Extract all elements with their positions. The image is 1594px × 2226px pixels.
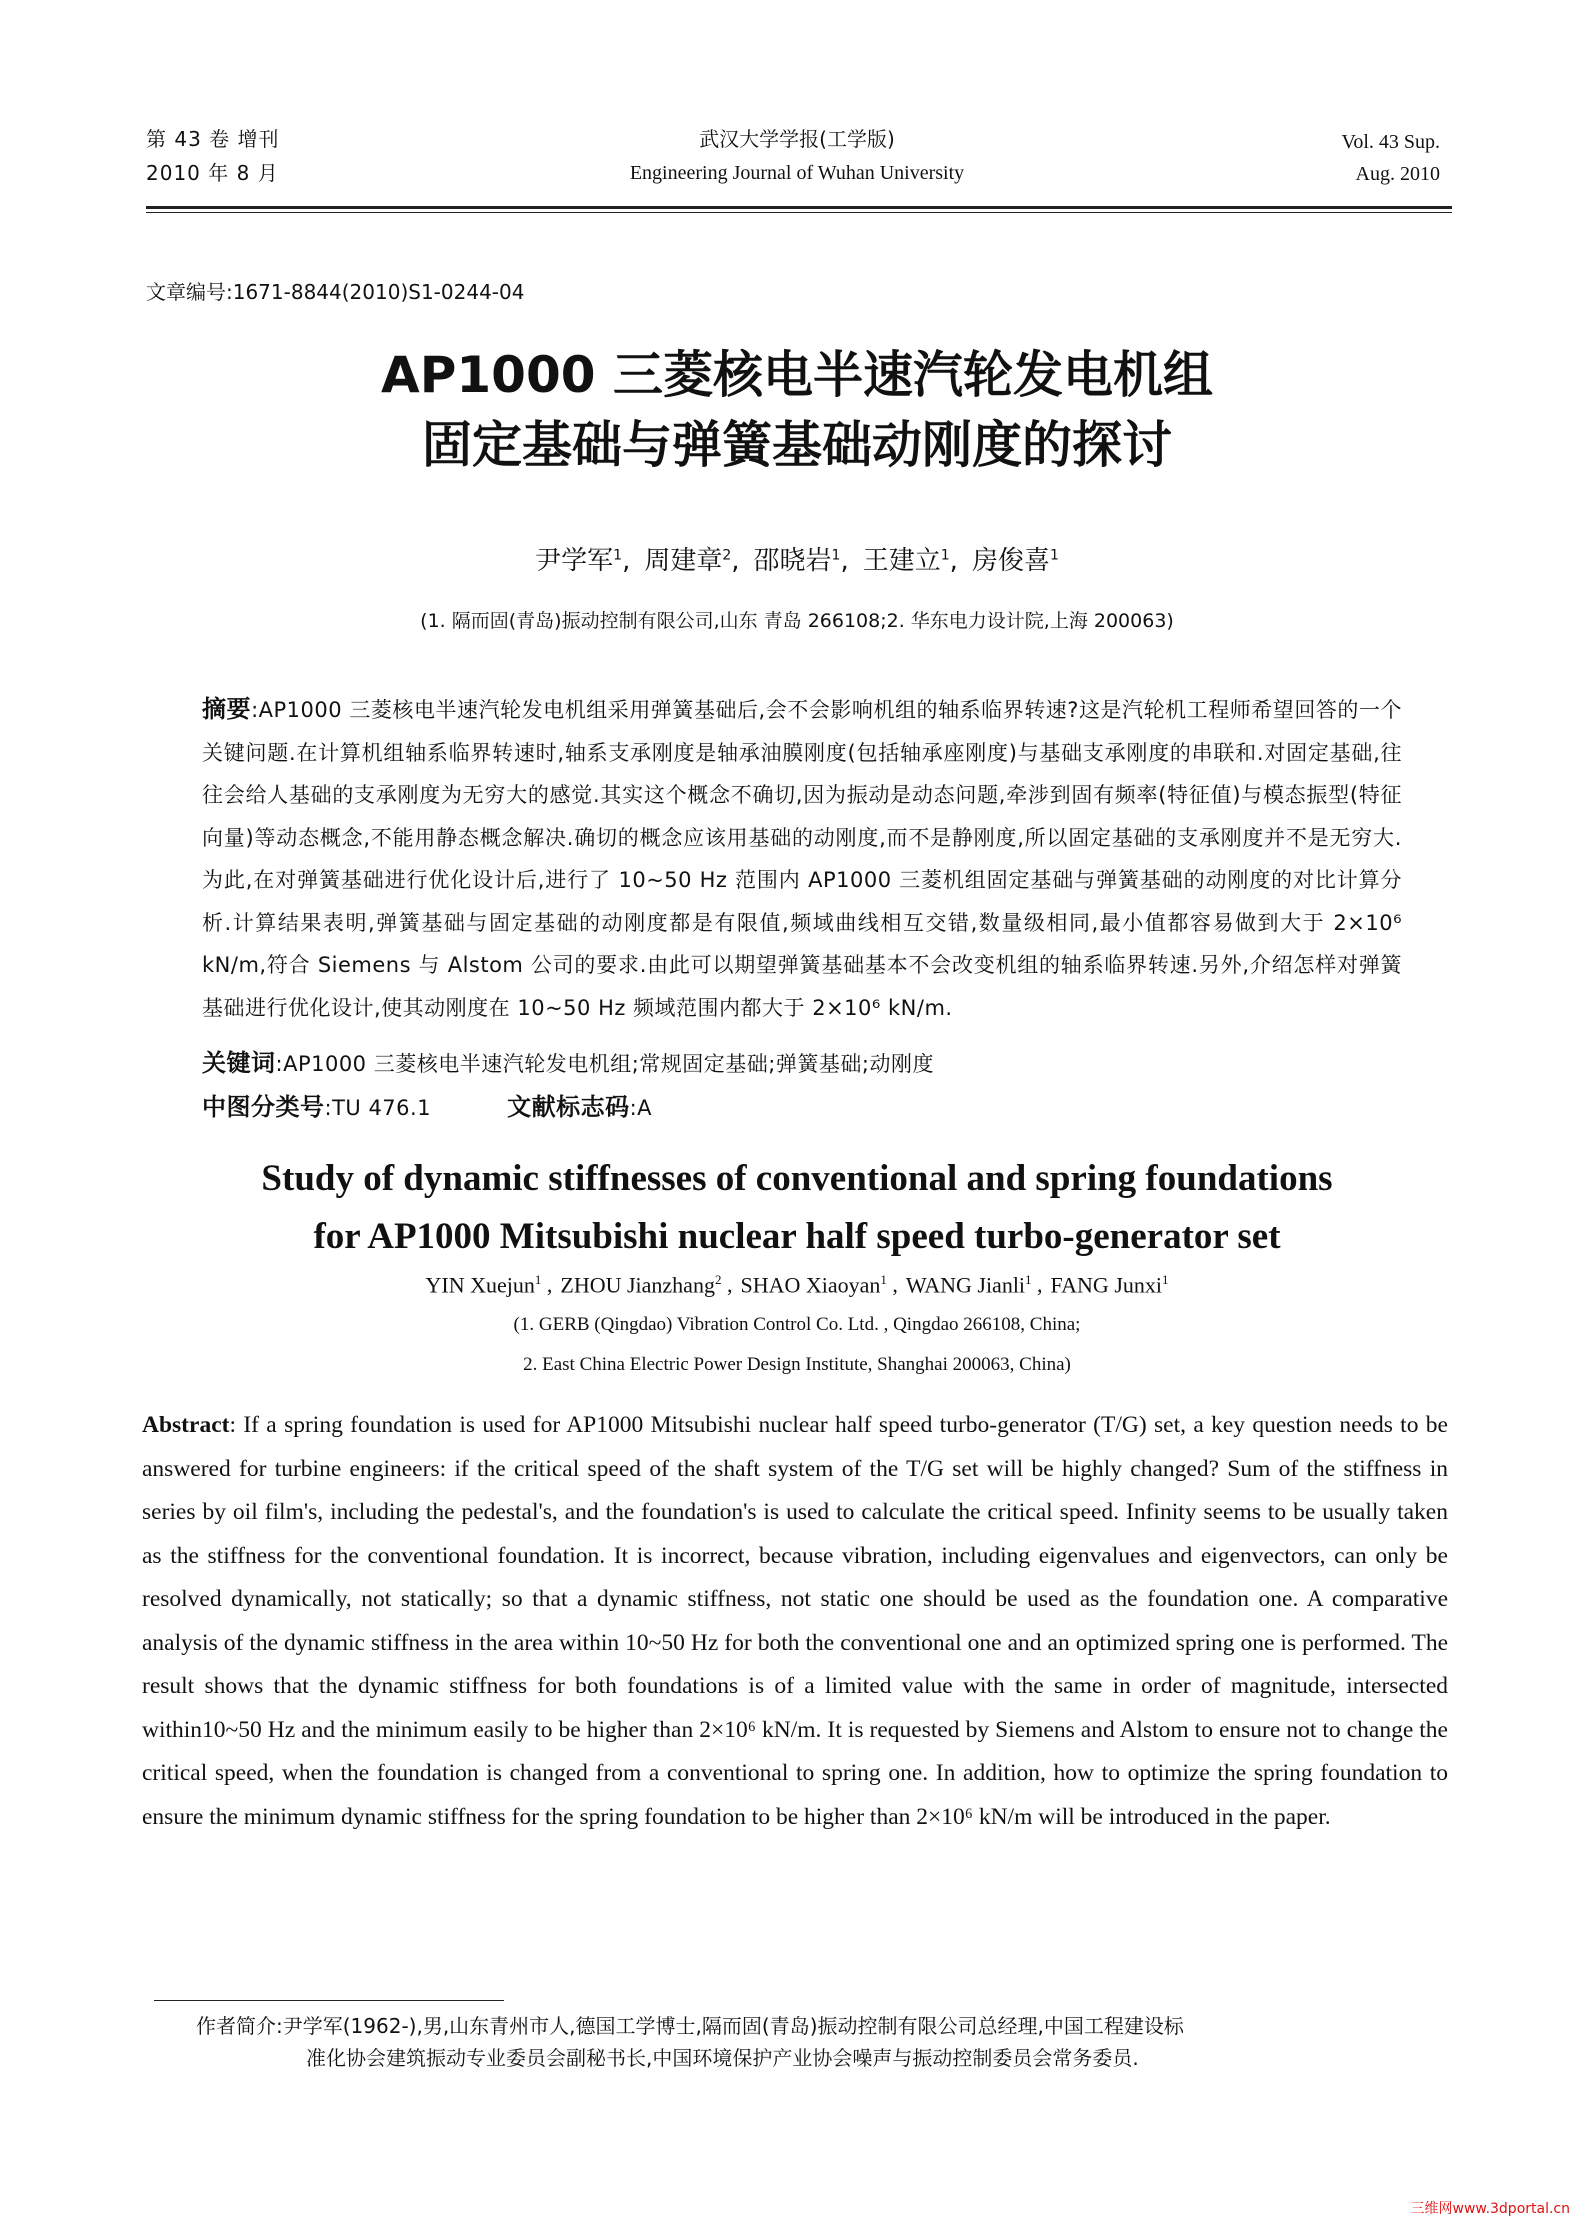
author-cn-name: 房俊喜 (971, 546, 1050, 576)
author-cn-name: 王建立 (862, 546, 941, 576)
author-cn-affiliation-mark: 1 (831, 547, 841, 564)
footnote-line2: 准化协会建筑振动专业委员会副秘书长,中国环境保护产业协会噪声与振动控制委员会常务委员. (306, 2046, 1139, 2070)
author-cn-affiliation-mark: 2 (722, 547, 732, 564)
keywords-cn-text: :AP1000 三菱核电半速汽轮发电机组;常规固定基础;弹簧基础;动刚度 (275, 1052, 934, 1076)
abstract-cn-text: :AP1000 三菱核电半速汽轮发电机组采用弹簧基础后,会不会影响机组的轴系临界转速?这是汽轮机工程师希望回答的一个关键问题.在计算机组轴系临界转速时,轴系支承刚度是轴承油膜刚度(包括轴承座刚度)与基础支承刚度的串联和.对固定基础,往往会给人基础的支承刚度为无穷大的感觉.其实这个概念不确切,因为振动是动态问题,牵涉到固有频率(特征值)与模态振型(特征向量)等动态概念,不能用静态概念解决.确切的概念应该用基础的动刚度,而不是静刚度,所以固定基础的支承刚度并不是无穷大.为此,在对弹簧基础进行优化设计后,进行了 10~50 Hz 范围内 AP1000 三菱机组固定基础与弹簧基础的动刚度的对比计算分析.计算结果表明,弹簧基础与固定基础的动刚度都是有限值,频域曲线相互交错,数量级相同,最小值都容易做到大于 2×10⁶ kN/m,符合 Siemens 与 Alstom 公司的要求.由此可以期望弹簧基础基本不会改变机组的轴系临界转速.另外,介绍怎样对弹簧基础进行优化设计,使其动刚度在 10~50 Hz 频域范围内都大于 2×10⁶ kN/m. (202, 698, 1402, 1020)
footnote-line1: 作者简介:尹学军(1962-),男,山东青州市人,德国工学博士,隔而固(青岛)振动控制有限公司总经理,中国工程建设标 (196, 2014, 1184, 2038)
classification-label: 中图分类号 (202, 1093, 325, 1121)
author-en-name: WANG Jianli (905, 1272, 1026, 1298)
abstract-en-label: Abstract (142, 1412, 230, 1438)
doc-code-label: 文献标志码 (507, 1093, 630, 1121)
abstract-cn (202, 688, 1402, 1029)
author-bio-footnote (196, 2010, 1452, 2074)
header-date-en: Aug. 2010 (1355, 163, 1440, 185)
author-en-name: FANG Junxi (1050, 1272, 1162, 1298)
classification-cn (202, 1086, 652, 1130)
affiliations-cn: (1. 隔而固(青岛)振动控制有限公司,山东 青岛 266108;2. 华东电力设计院,上海 200063) (420, 610, 1174, 632)
author-cn-affiliation-mark: 1 (1049, 547, 1059, 564)
header-volume-cn: 第 43 卷 增刊 (146, 127, 280, 151)
title-cn-line2: 固定基础与弹簧基础动刚度的探讨 (422, 416, 1172, 474)
author-en-affiliation-mark: 1 (534, 1272, 542, 1287)
title-cn-line1: AP1000 三菱核电半速汽轮发电机组 (381, 346, 1213, 404)
author-en-separator: , (541, 1272, 553, 1298)
author-en-affiliation-mark: 1 (1025, 1272, 1032, 1287)
header-journal-en: Engineering Journal of Wuhan University (629, 162, 965, 184)
header-rule-thin (146, 212, 1452, 213)
author-en-affiliation-mark: 2 (714, 1272, 722, 1287)
author-cn-affiliation-mark: 1 (613, 547, 623, 564)
abstract-cn-label: 摘要 (202, 695, 252, 723)
author-en-separator: , (721, 1272, 733, 1298)
header-date-cn: 2010 年 8 月 (146, 161, 279, 185)
title-en-line2: for AP1000 Mitsubishi nuclear half speed turbo-generator set (313, 1216, 1281, 1257)
author-en-separator: , (1031, 1272, 1043, 1298)
author-en-affiliation-mark: 1 (1162, 1272, 1169, 1287)
keywords-cn-label: 关键词 (202, 1049, 276, 1077)
author-cn-separator: , (622, 546, 631, 576)
authors-en (0, 1272, 1594, 1298)
abstract-en-text: : If a spring foundation is used for AP1000 Mitsubishi nuclear half speed turbo-generator (T/G) set, a key question needs to be answered for turbine engineers: if the critical speed of the shaft system of the T/G set will be highly changed? Sum of the stiffness in series by oil film's, including the pedestal's, and the foundation's is used to calculate the critical speed. Infinity seems to be usually taken as the stiffness for the conventional foundation. It is incorrect, because vibration, including eigenvalues and eigenvectors, can only be resolved dynamically, not statically; so that a dynamic stiffness, not static one should be used as the foundation one. A comparative analysis of the dynamic stiffness in the area within 10~50 Hz for both the conventional one and an optimized spring one is performed. The result shows that the dynamic stiffness for both foundations is of a limited value with the same in order of magnitude, intersected within10~50 Hz and the minimum easily to be higher than 2×10⁶ kN/m. It is requested by Siemens and Alstom to ensure not to change the critical speed, when the foundation is changed from a conventional to spring one. In addition, how to optimize the spring foundation to ensure the minimum dynamic stiffness for the spring foundation to be higher than 2×10⁶ kN/m will be introduced in the paper. (142, 1412, 1448, 1830)
author-en-affiliation-mark: 1 (880, 1272, 887, 1287)
author-en-separator: , (886, 1272, 898, 1298)
author-cn-name: 邵晓岩 (753, 546, 832, 576)
author-en-name: YIN Xuejun (425, 1272, 535, 1298)
classification-value: :TU 476.1 (324, 1096, 432, 1120)
header-journal-cn: 武汉大学学报(工学版) (699, 127, 895, 151)
author-cn-name: 周建章 (644, 546, 723, 576)
watermark: 三维网www.3dportal.cn (1410, 2201, 1570, 2217)
title-en (0, 1150, 1594, 1266)
authors-cn (0, 540, 1594, 577)
author-en-name: ZHOU Jianzhang (560, 1272, 715, 1298)
affiliation-en-1: (1. GERB (Qingdao) Vibration Control Co. Ltd. , Qingdao 266108, China; (513, 1314, 1081, 1335)
header-volume-en-text: Vol. 43 Sup. (1341, 131, 1440, 153)
title-cn (0, 340, 1594, 480)
footnote-rule (154, 2000, 504, 2001)
author-cn-separator: , (840, 546, 849, 576)
header-rule-thick (146, 206, 1452, 209)
author-cn-name: 尹学军 (535, 546, 614, 576)
keywords-cn (202, 1042, 934, 1086)
author-cn-separator: , (949, 546, 958, 576)
header-volume-en (1341, 126, 1440, 190)
author-en-name: SHAO Xiaoyan (740, 1272, 881, 1298)
abstract-en (142, 1404, 1448, 1839)
article-number: 文章编号:1671-8844(2010)S1-0244-04 (146, 280, 525, 304)
title-en-line1: Study of dynamic stiffnesses of conventional and spring foundations (261, 1158, 1333, 1199)
author-cn-affiliation-mark: 1 (940, 547, 950, 564)
author-cn-separator: , (731, 546, 740, 576)
doc-code-value: :A (629, 1096, 653, 1120)
affiliation-en-2: 2. East China Electric Power Design Institute, Shanghai 200063, China) (523, 1354, 1071, 1375)
